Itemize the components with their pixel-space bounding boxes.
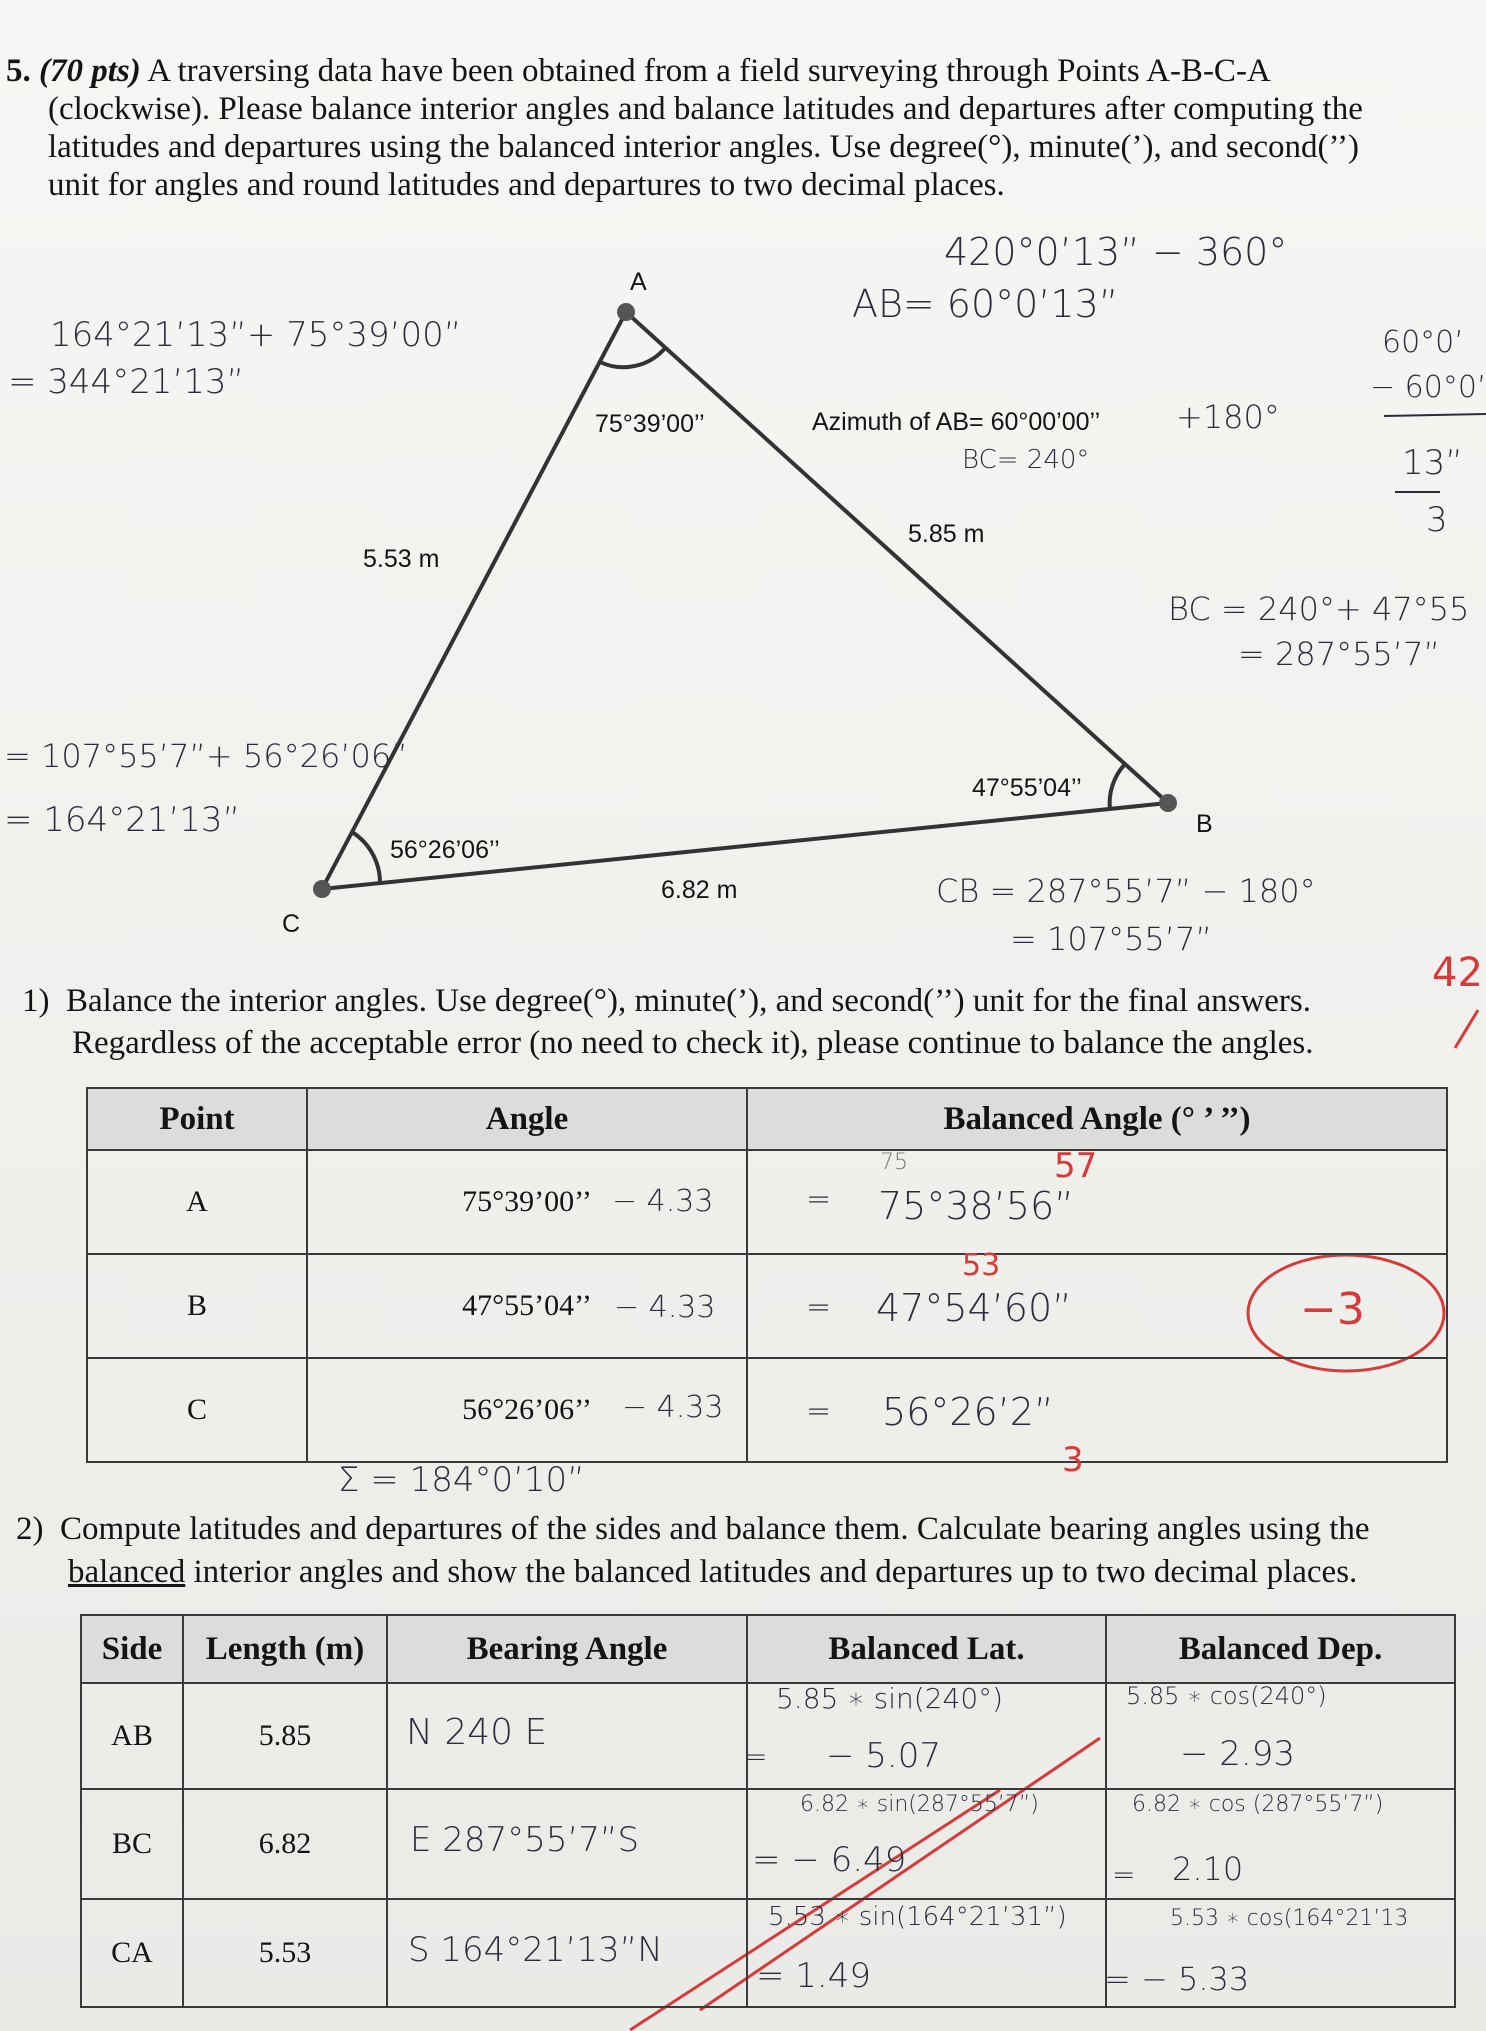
hw-left-c-2: = 164°21’13” bbox=[4, 800, 241, 840]
part1-number: 1) bbox=[22, 983, 50, 1019]
hw-ab-dep-2: − 2.93 bbox=[1180, 1734, 1295, 1774]
hw-ca-lat-1: 5.53 ∗ sin(164°21’31”) bbox=[768, 1902, 1067, 1932]
side-ac-label: 5.53 m bbox=[363, 545, 440, 573]
part1-line-1 bbox=[22, 982, 1311, 1021]
hw-row-a-eq: = bbox=[806, 1182, 832, 1217]
hw-bc-240: BC= 240° bbox=[962, 445, 1090, 475]
hw-left-c-1: = 107°55’7”+ 56°26’06” bbox=[4, 737, 408, 775]
hw-row-c-minus: − 4.33 bbox=[622, 1390, 724, 1425]
hw-row-b-eq: = bbox=[806, 1290, 832, 1325]
hw-ab-bearing: N 240 E bbox=[406, 1712, 548, 1753]
hw-ca-lat-2: = 1.49 bbox=[756, 1956, 871, 1996]
hw-ab-dep-1: 5.85 ∗ cos(240°) bbox=[1126, 1682, 1327, 1710]
hw-row-a-red: 57 bbox=[1054, 1146, 1098, 1186]
table2-side-bc: BC bbox=[81, 1789, 183, 1899]
table1-header-balanced: Balanced Angle (° ’ ’’) bbox=[747, 1088, 1447, 1150]
point-a-label: A bbox=[630, 268, 647, 296]
hw-eq-sign-2: = bbox=[1112, 1858, 1136, 1891]
question-number: 5. bbox=[6, 53, 31, 89]
part2-text-1: Compute latitudes and departures of the sides and balance them. Calculate bearing angles using the bbox=[60, 1511, 1370, 1547]
table1-point-a: A bbox=[87, 1150, 307, 1254]
hw-score: 42 bbox=[1432, 950, 1483, 996]
side-ab-label: 5.85 m bbox=[908, 520, 985, 548]
hw-right-c: 13” bbox=[1402, 443, 1463, 483]
table2-header-row bbox=[81, 1615, 1455, 1683]
hw-ca-bearing: S 164°21’13”N bbox=[408, 1930, 663, 1970]
table1-header-point: Point bbox=[87, 1088, 307, 1150]
part2-text-2: interior angles and show the balanced latitudes and departures up to two decimal places. bbox=[185, 1554, 1358, 1590]
hw-ca-dep-2: = − 5.33 bbox=[1104, 1960, 1250, 1998]
table2-header-side: Side bbox=[81, 1615, 183, 1683]
hw-row-a-result: 75°38’56” bbox=[878, 1184, 1074, 1228]
question-points: (70 pts) bbox=[39, 53, 141, 89]
point-b-label: B bbox=[1196, 810, 1213, 838]
azimuth-label: Azimuth of AB= 60°00’00’’ bbox=[812, 408, 1101, 436]
question-line-2: (clockwise). Please balance interior angles and balance latitudes and departures after computing the bbox=[48, 91, 1363, 127]
hw-row-c-red: 3 bbox=[1062, 1440, 1084, 1480]
table2-length-ca: 5.53 bbox=[183, 1899, 387, 2007]
table2-side-ab: AB bbox=[81, 1683, 183, 1789]
hw-bc-calc-1: BC = 240°+ 47°55 bbox=[1168, 590, 1470, 628]
part2-number: 2) bbox=[16, 1511, 44, 1547]
table1-angle-b: 47°55’04’’ bbox=[307, 1254, 747, 1358]
table1-point-c: C bbox=[87, 1358, 307, 1462]
table-row bbox=[87, 1150, 1447, 1254]
table1-angle-c: 56°26’06’’ bbox=[307, 1358, 747, 1462]
hw-ab-lat-1: 5.85 ∗ sin(240°) bbox=[776, 1682, 1004, 1715]
hw-left-sum-1: 164°21’13”+ 75°39’00” bbox=[50, 315, 462, 355]
table2-length-ab: 5.85 bbox=[183, 1683, 387, 1789]
table1-angle-a: 75°39’00’’ bbox=[307, 1150, 747, 1254]
table1-header-row bbox=[87, 1088, 1447, 1150]
hw-bc-lat-2: = − 6.49 bbox=[752, 1840, 907, 1880]
point-c-label: C bbox=[282, 910, 301, 938]
part2-underlined-word: balanced bbox=[68, 1554, 186, 1590]
question-line-4: unit for angles and round latitudes and departures to two decimal places. bbox=[48, 167, 1005, 203]
hw-cb-calc-2: = 107°55’7” bbox=[1010, 920, 1212, 958]
table1-point-b: B bbox=[87, 1254, 307, 1358]
hw-bc-calc-2: = 287°55’7” bbox=[1238, 635, 1440, 673]
hw-top-calc-1: 420°0’13” − 360° bbox=[944, 230, 1288, 274]
hw-ab-lat-2: − 5.07 bbox=[826, 1736, 941, 1776]
hw-bc-bearing: E 287°55’7”S bbox=[410, 1820, 640, 1860]
hw-right-d: 3 bbox=[1426, 500, 1448, 540]
question-text-1: A traversing data have been obtained from a field surveying through Points A-B-C-A bbox=[147, 53, 1271, 89]
side-bc-label: 6.82 m bbox=[661, 876, 738, 904]
hw-right-b: − 60°0’ bbox=[1370, 370, 1486, 405]
hw-bc-dep-1: 6.82 ∗ cos (287°55’7”) bbox=[1132, 1792, 1384, 1817]
hw-left-sum-2: = 344°21’13” bbox=[8, 362, 245, 402]
table2-header-bearing: Bearing Angle bbox=[387, 1615, 747, 1683]
hw-row-b-minus: − 4.33 bbox=[614, 1290, 716, 1325]
hw-ca-dep-1: 5.53 ∗ cos(164°21’13 bbox=[1170, 1906, 1409, 1931]
hw-row-c-eq: = bbox=[806, 1394, 832, 1429]
table-row bbox=[87, 1358, 1447, 1462]
hw-sum: Σ = 184°0’10” bbox=[338, 1460, 585, 1500]
table2-header-lat: Balanced Lat. bbox=[747, 1615, 1106, 1683]
table1-balanced-c[interactable] bbox=[747, 1358, 1447, 1462]
table1-header-angle: Angle bbox=[307, 1088, 747, 1150]
table-row bbox=[87, 1254, 1447, 1358]
table2-header-dep: Balanced Dep. bbox=[1106, 1615, 1455, 1683]
hw-row-a-minus: − 4.33 bbox=[612, 1184, 714, 1219]
table2-header-length: Length (m) bbox=[183, 1615, 387, 1683]
hw-eq-sign: = bbox=[744, 1740, 768, 1773]
balanced-angles-table bbox=[86, 1087, 1448, 1463]
hw-top-calc-2: AB= 60°0’13” bbox=[852, 282, 1119, 326]
hw-cb-calc-1: CB = 287°55’7” − 180° bbox=[936, 872, 1316, 910]
hw-row-b-circle-text: −3 bbox=[1300, 1284, 1365, 1335]
hw-row-b-result: 47°54’60” bbox=[876, 1286, 1072, 1330]
part2-line-1 bbox=[16, 1510, 1370, 1549]
part1-text-1: Balance the interior angles. Use degree(°), minute(’), and second(’’) unit for the final answers. bbox=[66, 983, 1312, 1019]
table2-side-ca: CA bbox=[81, 1899, 183, 2007]
hw-bc-dep-2: 2.10 bbox=[1172, 1850, 1244, 1888]
part2-line-2 bbox=[68, 1553, 1357, 1592]
angle-b-label: 47°55’04’’ bbox=[972, 774, 1082, 802]
hw-row-c-result: 56°26’2” bbox=[882, 1390, 1054, 1434]
hw-row-a-small: 75 bbox=[880, 1150, 908, 1175]
hw-right-a: 60°0’ bbox=[1382, 325, 1464, 360]
hw-bc-lat-1: 6.82 ∗ sin(287°55’7”) bbox=[800, 1792, 1039, 1817]
angle-c-label: 56°26’06’’ bbox=[390, 836, 500, 864]
question-line-3: latitudes and departures using the balanced interior angles. Use degree(°), minute(’), and second(’’) bbox=[48, 129, 1359, 165]
hw-plus-180: +180° bbox=[1176, 398, 1280, 436]
part1-line-2: Regardless of the acceptable error (no need to check it), please continue to balance the angles. bbox=[72, 1025, 1314, 1061]
hw-row-b-red: 53 bbox=[962, 1248, 1001, 1283]
hw-underline-1 bbox=[1384, 414, 1486, 416]
angle-a-label: 75°39’00’’ bbox=[595, 410, 705, 438]
table2-length-bc: 6.82 bbox=[183, 1789, 387, 1899]
